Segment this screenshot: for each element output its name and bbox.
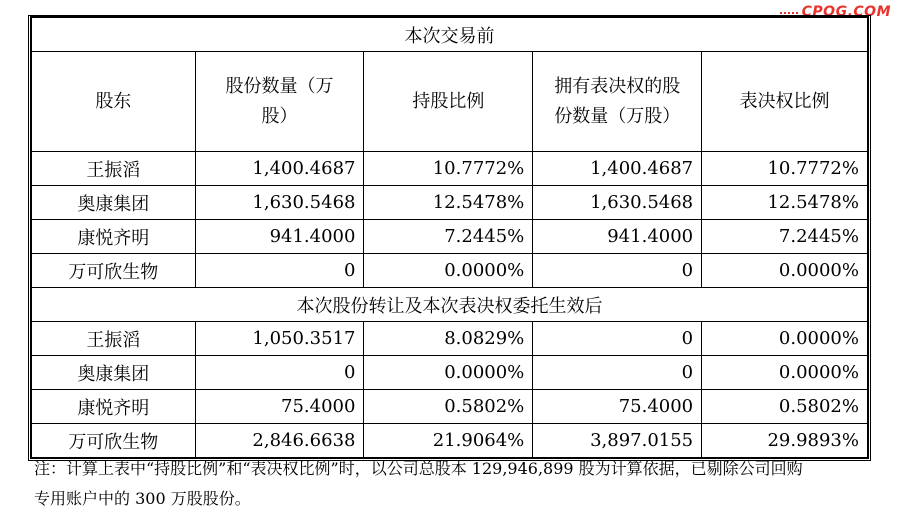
cell-ratio: 8.0829% bbox=[364, 322, 533, 356]
cell-ratio: 0.5802% bbox=[364, 390, 533, 424]
shareholding-table bbox=[31, 17, 868, 458]
table-row bbox=[32, 186, 868, 220]
cell-vote-shares: 1,630.5468 bbox=[533, 186, 702, 220]
cell-ratio: 12.5478% bbox=[364, 186, 533, 220]
cell-vote-shares: 941.4000 bbox=[533, 220, 702, 254]
cell-shareholder: 王振滔 bbox=[32, 322, 196, 356]
cell-shares: 1,400.4687 bbox=[195, 152, 364, 186]
col-header-ratio: 持股比例 bbox=[364, 52, 533, 152]
after-rows bbox=[32, 322, 868, 458]
cell-shareholder: 王振滔 bbox=[32, 152, 196, 186]
cell-vote-ratio: 0.0000% bbox=[702, 254, 868, 288]
cell-shareholder: 奥康集团 bbox=[32, 356, 196, 390]
table-row bbox=[32, 390, 868, 424]
cell-shares: 1,630.5468 bbox=[195, 186, 364, 220]
watermark-line bbox=[780, 12, 798, 14]
cell-vote-ratio: 10.7772% bbox=[702, 152, 868, 186]
table-row bbox=[32, 424, 868, 458]
header-row bbox=[32, 52, 868, 152]
cell-vote-ratio: 0.0000% bbox=[702, 356, 868, 390]
table-row bbox=[32, 322, 868, 356]
table-row bbox=[32, 356, 868, 390]
cell-vote-shares: 3,897.0155 bbox=[533, 424, 702, 458]
cell-vote-ratio: 0.0000% bbox=[702, 322, 868, 356]
cell-shares: 941.4000 bbox=[195, 220, 364, 254]
cell-vote-shares: 0 bbox=[533, 322, 702, 356]
cell-vote-shares: 0 bbox=[533, 254, 702, 288]
cell-shares: 75.4000 bbox=[195, 390, 364, 424]
cell-shareholder: 奥康集团 bbox=[32, 186, 196, 220]
footnote-line-1: 注：计算上表中“持股比例”和“表决权比例”时，以公司总股本 129,946,899 股为计算依据，已剔除公司回购 bbox=[34, 459, 803, 478]
col-header-vote-ratio: 表决权比例 bbox=[702, 52, 868, 152]
before-rows bbox=[32, 152, 868, 288]
cell-ratio: 0.0000% bbox=[364, 356, 533, 390]
cell-shares: 1,050.3517 bbox=[195, 322, 364, 356]
cell-ratio: 7.2445% bbox=[364, 220, 533, 254]
cell-ratio: 10.7772% bbox=[364, 152, 533, 186]
cell-ratio: 21.9064% bbox=[364, 424, 533, 458]
table-row bbox=[32, 254, 868, 288]
shareholding-table-frame bbox=[28, 15, 871, 461]
section-row-before bbox=[32, 18, 868, 52]
table-row bbox=[32, 152, 868, 186]
cell-shares: 0 bbox=[195, 254, 364, 288]
cell-shares: 2,846.6638 bbox=[195, 424, 364, 458]
col-header-shares: 股份数量（万股） bbox=[195, 52, 364, 152]
cell-shares: 0 bbox=[195, 356, 364, 390]
section-title-before: 本次交易前 bbox=[32, 18, 868, 52]
col-header-shareholder: 股东 bbox=[32, 52, 196, 152]
cell-ratio: 0.0000% bbox=[364, 254, 533, 288]
footnote bbox=[34, 454, 864, 514]
cell-vote-shares: 75.4000 bbox=[533, 390, 702, 424]
col-header-vote-shares: 拥有表决权的股份数量（万股） bbox=[533, 52, 702, 152]
cell-vote-ratio: 12.5478% bbox=[702, 186, 868, 220]
section-row-after bbox=[32, 288, 868, 322]
watermark: CPQG.COM bbox=[801, 4, 891, 20]
cell-vote-shares: 1,400.4687 bbox=[533, 152, 702, 186]
footnote-line-2: 专用账户中的 300 万股股份。 bbox=[34, 489, 251, 508]
cell-shareholder: 万可欣生物 bbox=[32, 254, 196, 288]
cell-shareholder: 康悦齐明 bbox=[32, 220, 196, 254]
cell-shareholder: 万可欣生物 bbox=[32, 424, 196, 458]
cell-vote-shares: 0 bbox=[533, 356, 702, 390]
cell-shareholder: 康悦齐明 bbox=[32, 390, 196, 424]
cell-vote-ratio: 29.9893% bbox=[702, 424, 868, 458]
cell-vote-ratio: 0.5802% bbox=[702, 390, 868, 424]
table-row bbox=[32, 220, 868, 254]
section-title-after: 本次股份转让及本次表决权委托生效后 bbox=[32, 288, 868, 322]
cell-vote-ratio: 7.2445% bbox=[702, 220, 868, 254]
